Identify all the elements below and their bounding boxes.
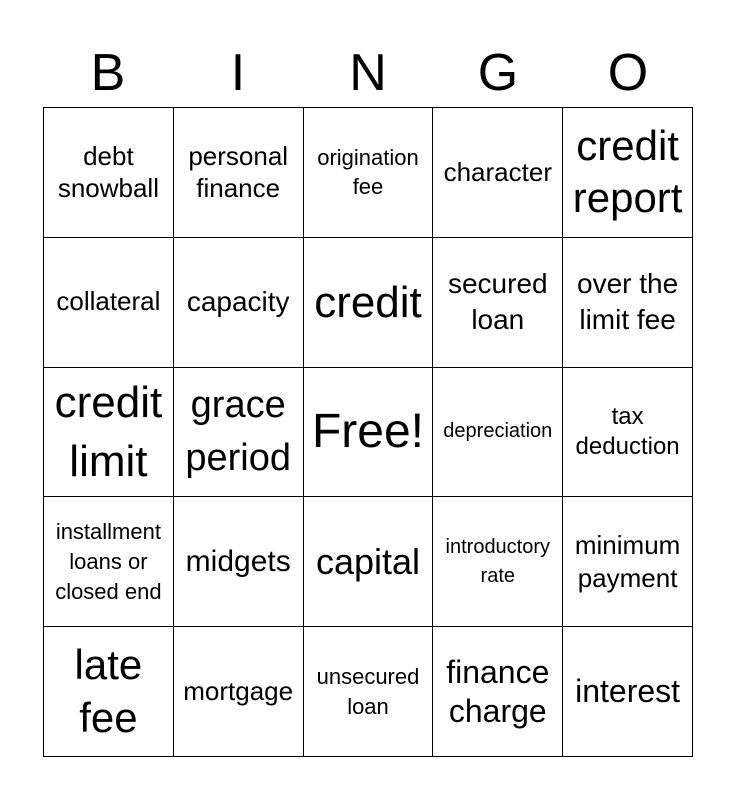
header-letter-n: N [349,44,387,102]
bingo-cell[interactable]: capital [304,497,434,627]
bingo-cell[interactable]: debt snowball [44,108,174,238]
bingo-cell[interactable]: grace period [174,368,304,498]
header-letter-g: G [477,44,519,102]
header-letter-b: B [90,44,126,102]
bingo-cell[interactable]: credit report [563,108,693,238]
bingo-cell[interactable]: late fee [44,627,174,757]
header-letter-i: I [230,44,246,102]
bingo-cell[interactable]: interest [563,627,693,757]
bingo-cell-free-space[interactable]: Free! [304,368,434,498]
bingo-cell[interactable]: introductory rate [433,497,563,627]
bingo-cell[interactable]: installment loans or closed end [44,497,174,627]
bingo-cell[interactable]: over the limit fee [563,238,693,368]
bingo-cell[interactable]: origination fee [304,108,434,238]
bingo-header [43,42,693,104]
bingo-cell[interactable]: collateral [44,238,174,368]
bingo-cell[interactable]: credit limit [44,368,174,498]
bingo-cell[interactable]: minimum payment [563,497,693,627]
header-letter-o: O [607,44,649,102]
bingo-cell[interactable]: secured loan [433,238,563,368]
bingo-cell[interactable]: character [433,108,563,238]
bingo-cell[interactable]: midgets [174,497,304,627]
bingo-cell[interactable]: mortgage [174,627,304,757]
bingo-cell[interactable]: tax deduction [563,368,693,498]
bingo-board [43,107,693,757]
bingo-cell[interactable]: depreciation [433,368,563,498]
bingo-cell[interactable]: finance charge [433,627,563,757]
bingo-cell[interactable]: personal finance [174,108,304,238]
bingo-cell[interactable]: capacity [174,238,304,368]
bingo-cell[interactable]: unsecured loan [304,627,434,757]
bingo-cell[interactable]: credit [304,238,434,368]
